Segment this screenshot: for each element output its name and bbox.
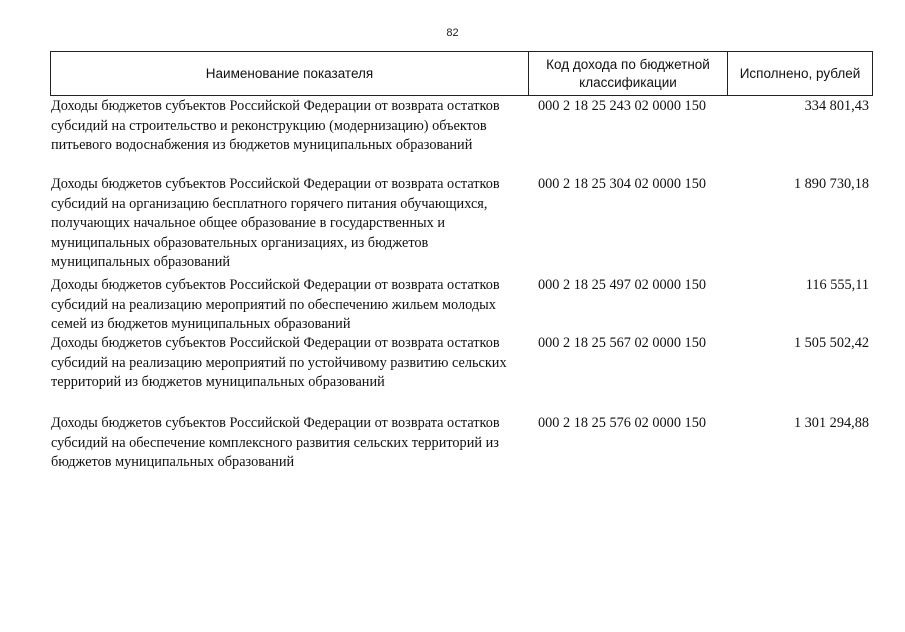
row-code: 000 2 18 25 497 02 0000 150 [538, 277, 706, 293]
table-header [50, 51, 873, 96]
row-code: 000 2 18 25 576 02 0000 150 [538, 415, 706, 431]
page-number: 82 [446, 27, 459, 39]
table-body [50, 97, 873, 474]
row-name: Доходы бюджетов субъектов Российской Федерации от возврата остатков субсидий на организацию бесплатного горячего питания обучающихся, получающих начальное общее образование в государственных и муниципальных образовательных организациях, из бюджетов муниципальных образований [51, 176, 500, 270]
row-name: Доходы бюджетов субъектов Российской Федерации от возврата остатков субсидий на обеспечение комплексного развития сельских территорий из бюджетов муниципальных образований [51, 415, 500, 470]
row-name: Доходы бюджетов субъектов Российской Федерации от возврата остатков субсидий на реализацию мероприятий по обеспечению жильем молодых семей из бюджетов муниципальных образований [51, 277, 500, 332]
header-amount: Исполнено, рублей [739, 65, 861, 81]
row-code: 000 2 18 25 243 02 0000 150 [538, 98, 706, 114]
row-code: 000 2 18 25 567 02 0000 150 [538, 335, 706, 351]
row-amount: 1 505 502,42 [793, 335, 869, 351]
header-name: Наименование показателя [51, 52, 529, 95]
table-row [50, 334, 873, 414]
row-amount: 116 555,11 [805, 277, 869, 293]
header-code: Код дохода по бюджетной классификации [529, 52, 728, 95]
row-amount: 1 301 294,88 [793, 415, 869, 431]
row-amount: 1 890 730,18 [793, 176, 869, 192]
table-row [50, 175, 873, 276]
row-amount: 334 801,43 [804, 98, 869, 114]
table-row [50, 97, 873, 175]
table-row [50, 276, 873, 334]
table-row [50, 414, 873, 474]
row-name: Доходы бюджетов субъектов Российской Федерации от возврата остатков субсидий на строительство и реконструкцию (модернизацию) объектов питьевого водоснабжения из бюджетов муниципальных образований [51, 98, 500, 153]
row-name: Доходы бюджетов субъектов Российской Федерации от возврата остатков субсидий на реализацию мероприятий по устойчивому развитию сельских территорий из бюджетов муниципальных образований [51, 335, 507, 390]
row-code: 000 2 18 25 304 02 0000 150 [538, 176, 706, 192]
